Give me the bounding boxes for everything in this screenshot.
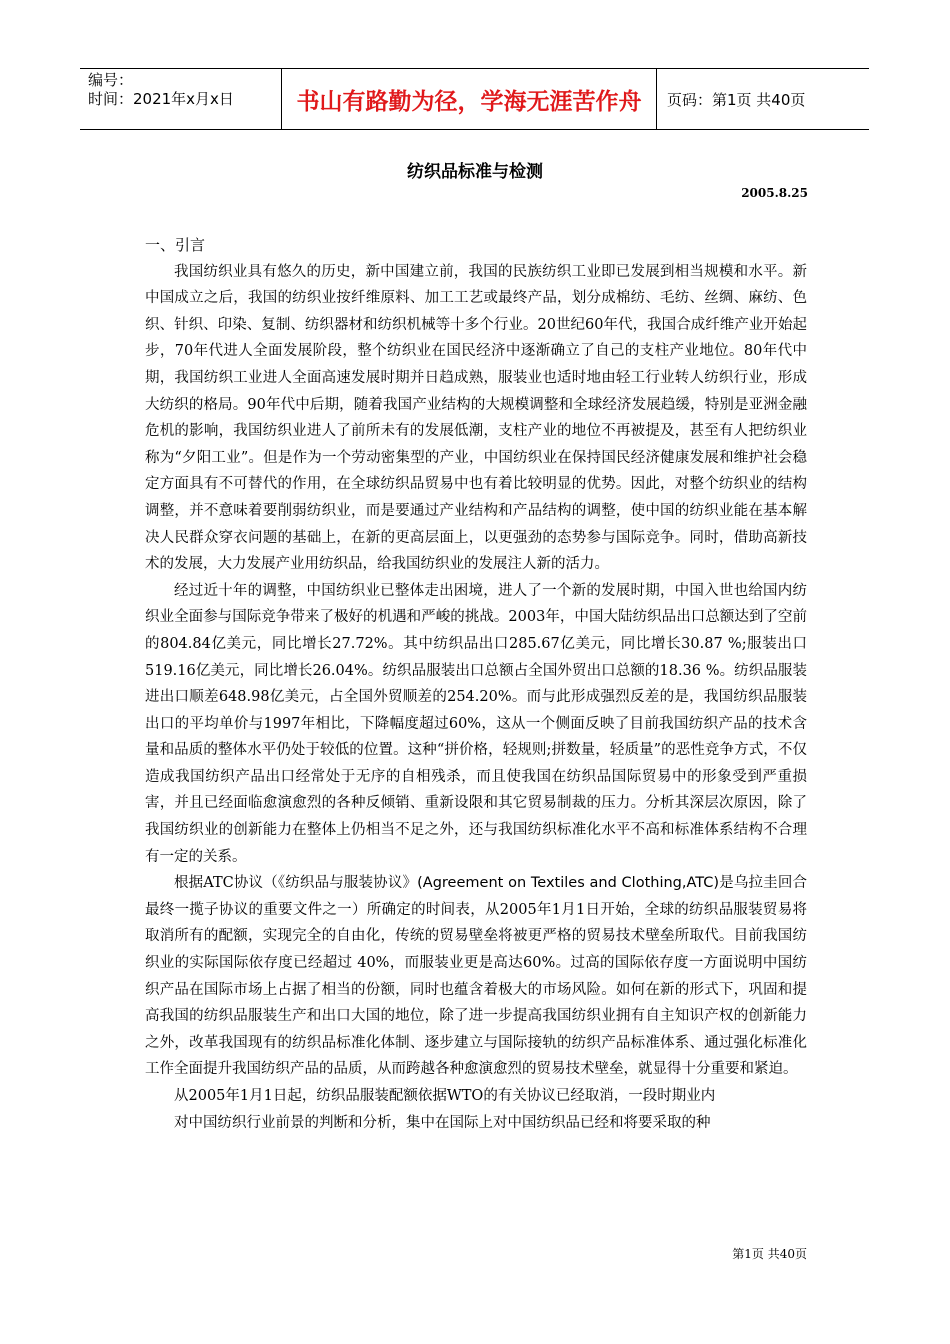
paragraph-3-lead: 根据ATC协议（ bbox=[174, 875, 278, 892]
section-heading: 一、引言 bbox=[145, 236, 206, 254]
paragraph-3-note: 《纺织品与服装协议》(Agreement on Textiles and Clothing,ATC)是乌拉圭回合最终一揽子协议的重要文件之一） bbox=[145, 875, 807, 918]
paragraph-2: 经过近十年的调整，中国纺织业已整体走出困境，进人了一个新的发展时期，中国入世也给国内纺织业全面参与国际竞争带来了极好的机遇和严峻的挑战。2003年，中国大陆纺织品出口总额达到了空前的804.84亿美元，同比增长27.72%。其中纺织品出口285.67亿美元，同比增长30.87 %;服装出口519.16亿美元，同比增长26.04%。纺织品服装出口总额占全国外贸出口总额的18.36 %。纺织品服装进出口顺差648.98亿美元，占全国外贸顺差的254.20%。而与此形成强烈反差的是，我国纺织品服装出口的平均单价与1997年相比，下降幅度超过60%，这从一个侧面反映了目前我国纺织产品的技术含量和品质的整体水平仍处于较低的位置。这种“拼价格，轻规则;拼数量，轻质量”的恶性竞争方式，不仅造成我国纺织产品出口经常处于无序的自相残杀，而且使我国在纺织品国际贸易中的形象受到严重损害，并且已经面临愈演愈烈的各种反倾销、重新设限和其它贸易制裁的压力。分析其深层次原因，除了我国纺织业的创新能力在整体上仍相当不足之外，还与我国纺织标准化水平不高和标准体系结构不合理有一定的关系。 bbox=[145, 582, 807, 865]
document-date: 2005.8.25 bbox=[741, 186, 808, 200]
paragraph-1: 我国纺织业具有悠久的历史，新中国建立前，我国的民族纺织工业即已发展到相当规模和水平。新中国成立之后，我国的纺织业按纤维原料、加工工艺或最终产品，划分成棉纺、毛纺、丝绸、麻纺、色织、针织、印染、复制、纺织器材和纺织机械等十多个行业。20世纪60年代，我国合成纤维产业开始起步，70年代进人全面发展阶段，整个纺织业在国民经济中逐渐确立了自己的支柱产业地位。80年代中期，我国纺织工业进人全面高速发展时期并日趋成熟，服装业也适时地由轻工行业转人纺织行业，形成大纺织的格局。90年代中后期，随着我国产业结构的大规模调整和全球经济发展趋缓，特别是亚洲金融危机的影响，我国纺织业进人了前所未有的发展低潮，支柱产业的地位不再被提及，甚至有人把纺织业称为“夕阳工业”。但是作为一个劳动密集型的产业，中国纺织业在保持国民经济健康发展和维护社会稳定方面具有不可替代的作用，在全球纺织品贸易中也有着比较明显的优势。因此，对整个纺织业的结构调整，并不意味着要削弱纺织业，而是要通过产业结构和产品结构的调整，使中国的纺织业能在基本解决人民群众穿衣问题的基础上，在新的更高层面上，以更强劲的态势参与国际竞争。同时，借助高新技术的发展，大力发展产业用纺织品，给我国纺织业的发展注人新的活力。 bbox=[145, 263, 807, 573]
time-label: 时间：2021年x月x日 bbox=[88, 90, 234, 108]
number-label: 编号： bbox=[88, 71, 134, 89]
document-body bbox=[145, 232, 807, 1136]
paragraph-3 bbox=[145, 870, 807, 1083]
document-title: 纺织品标准与检测 bbox=[407, 162, 543, 182]
paragraph-3-body: 所确定的时间表，从2005年1月1日开始，全球的纺织品服装贸易将取消所有的配额，实现完全的自由化，传统的贸易壁垒将被更严格的贸易技术壁垒所取代。目前我国纺织业的实际国际依存度已经超过 40%，而服装业更是高达60%。过高的国际依存度一方面说明中国纺织产品在国际市场上占据了相当的份额，同时也蕴含着极大的市场风险。如何在新的形式下，巩固和提高我国的纺织品服装生产和出口大国的地位，除了进一步提高我国纺织业拥有自主知识产权的创新能力之外，改革我国现有的纺织品标准化体制、逐步建立与国际接轨的纺织产品标准体系、通过强化标准化工作全面提升我国纺织产品的品质，从而跨越各种愈演愈烈的贸易技术壁垒，就显得十分重要和紧迫。 bbox=[145, 901, 807, 1078]
page-header bbox=[80, 68, 869, 130]
header-page-info: 页码：第1页 共40页 bbox=[667, 90, 806, 109]
page-footer: 第1页 共40页 bbox=[732, 1247, 807, 1261]
paragraph-4: 从2005年1月1日起，纺织品服装配额依据WTO的有关协议已经取消，一段时期业内 bbox=[174, 1088, 716, 1104]
paragraph-5: 对中国纺织行业前景的判断和分析，集中在国际上对中国纺织品已经和将要采取的种 bbox=[174, 1114, 711, 1131]
header-motto: 书山有路勤为径，学海无涯苦作舟 bbox=[282, 69, 657, 129]
header-meta bbox=[80, 69, 282, 129]
